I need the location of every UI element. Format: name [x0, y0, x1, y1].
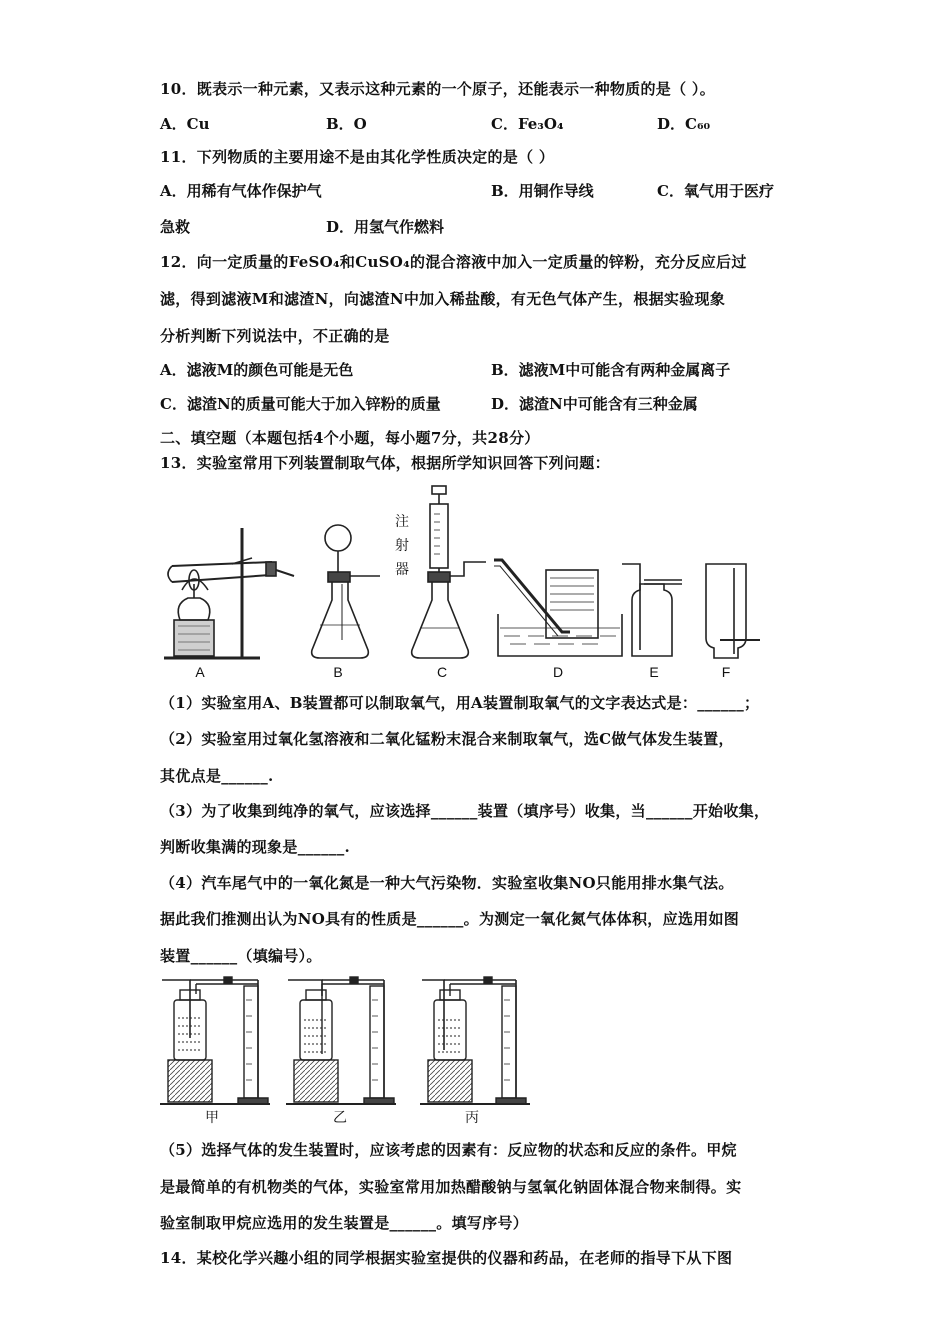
setup-label-jia: 甲 — [205, 1109, 219, 1125]
q12-option-c: C．滤渣N的质量可能大于加入锌粉的质量 — [160, 395, 441, 413]
syringe-label-2: 射 — [395, 537, 409, 553]
q13-part4-line1: （4）汽车尾气中的一氧化氮是一种大气污染物．实验室收集NO只能用排水集气法。 — [160, 874, 734, 892]
apparatus-c — [412, 486, 486, 658]
measurement-figure — [160, 970, 540, 1130]
q10-option-d: D．C₆₀ — [657, 115, 711, 133]
q12-stem-line1: 12．向一定质量的FeSO₄和CuSO₄的混合溶液中加入一定质量的锌粉，充分反应后过 — [160, 253, 747, 271]
q10-stem: 10．既表示一种元素，又表示这种元素的一个原子，还能表示一种物质的是（ ）。 — [160, 80, 715, 98]
q13-part3-line1: （3）为了收集到纯净的氧气，应该选择______装置（填序号）收集，当______开始收集， — [160, 802, 770, 820]
q13-part5-line1: （5）选择气体的发生装置时，应该考虑的因素有：反应物的状态和反应的条件。甲烷 — [160, 1141, 737, 1159]
q12-stem-line2: 滤，得到滤液M和滤渣N，向滤渣N中加入稀盐酸，有无色气体产生，根据实验现象 — [160, 290, 726, 308]
q10-option-c: C．Fe₃O₄ — [491, 115, 564, 133]
apparatus-f — [706, 564, 760, 658]
setup-label-yi: 乙 — [333, 1109, 347, 1125]
q11-option-a: A．用稀有气体作保护气 — [160, 182, 322, 200]
apparatus-e — [622, 564, 682, 656]
apparatus-a — [164, 528, 294, 658]
q12-option-a: A．滤液M的颜色可能是无色 — [160, 361, 354, 379]
apparatus-label-f: F — [721, 664, 731, 680]
q12-option-b: B．滤液M中可能含有两种金属离子 — [491, 361, 731, 379]
q13-part2-line1: （2）实验室用过氧化氢溶液和二氧化锰粉末混合来制取氧气，选C做气体发生装置， — [160, 730, 734, 748]
q11-option-c-continued: 急救 — [160, 218, 191, 236]
q13-part5-line2: 是最简单的有机物类的气体，实验室常用加热醋酸钠与氢氧化钠固体混合物来制得。实 — [160, 1178, 742, 1196]
apparatus-b — [312, 525, 380, 658]
apparatus-label-d: D — [552, 664, 564, 680]
apparatus-label-c: C — [436, 664, 448, 680]
apparatus-label-a: A — [195, 664, 205, 680]
q10-option-b: B．O — [326, 115, 367, 133]
q13-part5-line3: 验室制取甲烷应选用的发生装置是______。填写序号） — [160, 1214, 529, 1232]
apparatus-label-b: B — [333, 664, 343, 680]
q11-option-c: C．氧气用于医疗 — [657, 182, 774, 200]
q10-option-a: A．Cu — [160, 115, 210, 133]
q11-stem: 11．下列物质的主要用途不是由其化学性质决定的是（ ） — [160, 148, 555, 166]
q13-part3-line2: 判断收集满的现象是______. — [160, 838, 351, 856]
q12-stem-line3: 分析判断下列说法中，不正确的是 — [160, 327, 390, 345]
q14-stem: 14．某校化学兴趣小组的同学根据实验室提供的仪器和药品，在老师的指导下从下图 — [160, 1249, 733, 1267]
q13-part4-line2: 据此我们推测出认为NO具有的性质是______。为测定一氧化氮气体体积，应选用如图 — [160, 910, 740, 928]
q13-stem: 13．实验室常用下列装置制取气体，根据所学知识回答下列问题： — [160, 454, 610, 472]
setup-label-bing: 丙 — [465, 1109, 479, 1125]
apparatus-label-e: E — [649, 664, 659, 680]
syringe-label-1: 注 — [395, 513, 409, 529]
setup-bing — [420, 977, 530, 1104]
section-heading: 二、填空题（本题包括4个小题，每小题7分，共28分） — [160, 429, 540, 447]
q12-option-d: D．滤渣N中可能含有三种金属 — [491, 395, 698, 413]
apparatus-d — [494, 560, 622, 656]
q11-option-d: D．用氢气作燃料 — [326, 218, 445, 236]
setup-jia — [160, 977, 270, 1104]
q11-option-b: B．用铜作导线 — [491, 182, 594, 200]
q13-part4-line3: 装置______（填编号）。 — [160, 947, 322, 965]
setup-yi — [286, 977, 396, 1104]
syringe-label-3: 器 — [395, 561, 409, 577]
q13-part1: （1）实验室用A、B装置都可以制取氧气，用A装置制取氧气的文字表达式是：______； — [160, 694, 760, 712]
apparatus-figure — [160, 480, 800, 685]
q13-part2-line2: 其优点是______. — [160, 767, 274, 785]
